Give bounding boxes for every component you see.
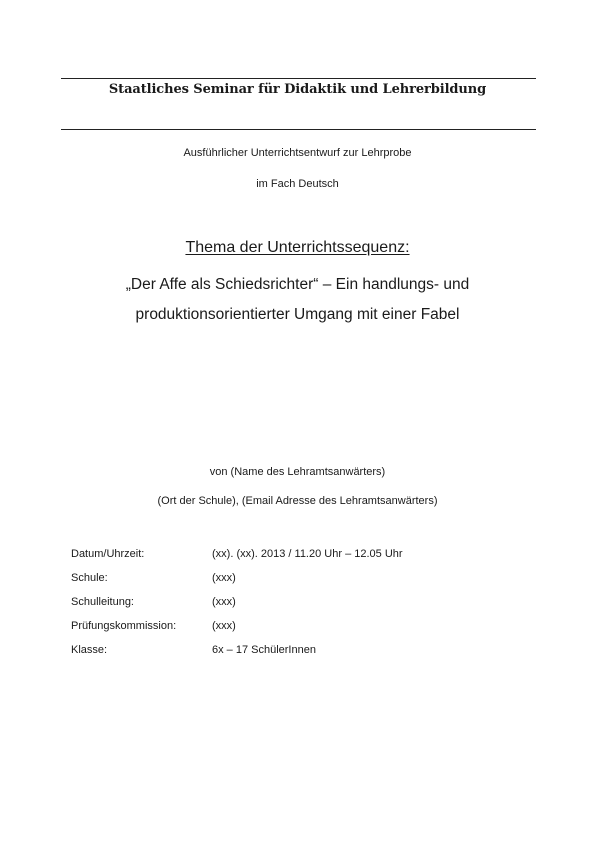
info-label: Datum/Uhrzeit:: [71, 548, 145, 560]
author-line: von (Name des Lehramtsanwärters): [209, 466, 386, 478]
info-label: Schulleitung:: [71, 596, 134, 608]
info-label: Klasse:: [71, 644, 108, 656]
header-top-rule: [61, 78, 536, 79]
document-subject: im Fach Deutsch: [256, 178, 339, 190]
info-value: (xxx): [212, 596, 236, 608]
info-row-class: [71, 643, 403, 667]
info-value: (xx). (xx). 2013 / 11.20 Uhr – 12.05 Uhr: [212, 548, 403, 560]
institution-title: Staatliches Seminar für Didaktik und Lehrerbildung: [108, 82, 487, 97]
info-row-date: [71, 547, 403, 571]
info-row-principal: [71, 595, 403, 619]
header-bottom-rule: [61, 129, 536, 130]
info-value: (xxx): [212, 620, 236, 632]
topic-title-line-1: „Der Affe als Schiedsrichter“ – Ein handlungs- und: [125, 276, 470, 293]
document-subtitle: Ausführlicher Unterrichtsentwurf zur Lehrprobe: [183, 147, 412, 159]
info-row-school: [71, 571, 403, 595]
info-table: [71, 547, 403, 667]
topic-heading: Thema der Unterrichtssequenz:: [185, 239, 410, 256]
info-value: (xxx): [212, 572, 236, 584]
topic-title-line-2: produktionsorientierter Umgang mit einer Fabel: [135, 306, 460, 323]
info-row-committee: [71, 619, 403, 643]
school-email-line: (Ort der Schule), (Email Adresse des Lehramtsanwärters): [157, 495, 438, 507]
info-label: Schule:: [71, 572, 108, 584]
info-label: Prüfungskommission:: [71, 620, 177, 632]
info-value: 6x – 17 SchülerInnen: [212, 644, 316, 656]
